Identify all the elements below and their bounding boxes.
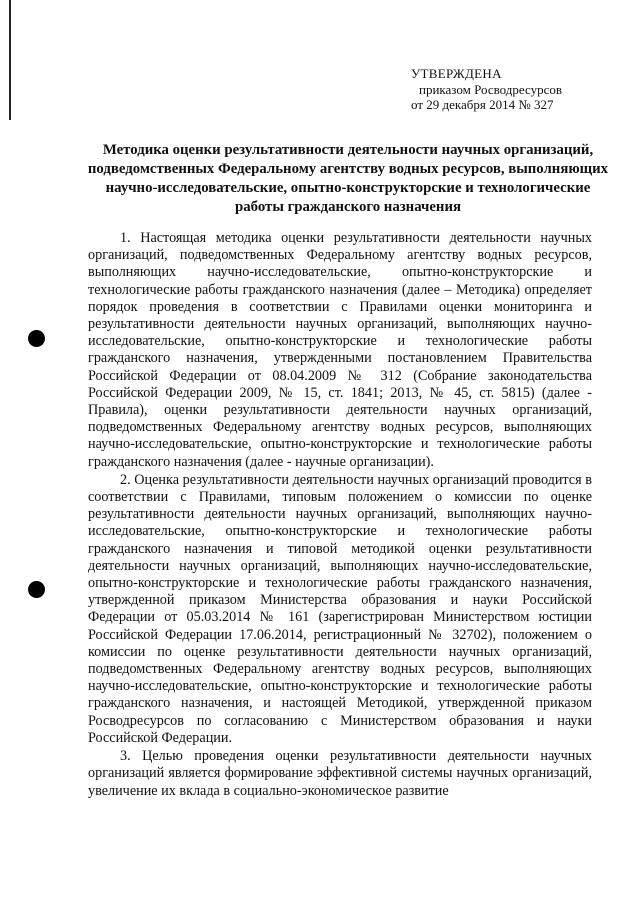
approval-heading: УТВЕРЖДЕНА — [411, 66, 502, 81]
approval-block — [411, 66, 562, 113]
scan-edge-line — [9, 0, 11, 120]
paragraph-2: 2. Оценка результативности деятельности научных организаций проводится в соответствии с Правилами, типовым положением о комиссии по оценке результативности деятельности научных организаций, выполняющих научно-исследовательские, опытно-конструкторские и технологические работы гражданского назначения и типовой методикой оценки результативности деятельности научных организаций, выполняющих научно-исследовательские, опытно-конструкторские и технологические работы гражданского назначения, утвержденной приказом Министерства образования и науки Российской Федерации от 05.03.2014 № 161 (зарегистрирован Министерством юстиции Российской Федерации 17.06.2014, регистрационный № 32702), положением о комиссии по оценке результативности деятельности научных организаций, подведомственных Федеральному агентству водных ресурсов, выполняющих научно-исследовательские, опытно-конструкторские и технологические работы гражданского назначения, и настоящей Методикой, утвержденной приказом Росводресурсов по согласованию с Министерством образования и науки Российской Федерации. — [88, 471, 592, 746]
document-body — [88, 230, 592, 800]
document-title: Методика оценки результативности деятельности научных организаций, подведомственных Федеральному агентству водных ресурсов, выполняющих научно-исследовательские, опытно-конструкторские и технологические работы гражданского назначения — [87, 142, 609, 215]
punch-hole-top — [28, 330, 45, 347]
punch-hole-bottom — [28, 581, 45, 598]
approval-order: приказом Росводресурсов — [419, 81, 562, 97]
paragraph-3: 3. Целью проведения оценки результативности деятельности научных организаций является формирование эффективной системы научных организаций, увеличение их вклада в социально-экономическое развитие — [88, 748, 592, 799]
approval-date: от 29 декабря 2014 № 327 — [411, 97, 554, 112]
paragraph-1: 1. Настоящая методика оценки результативности деятельности научных организаций, подведомственных Федеральному агентству водных ресурсов, выполняющих научно-исследовательские, опытно-конструкторские и технологические работы гражданского назначения (далее – Методика) определяет порядок проведения в соответствии с Правилами оценки мониторинга и результативности деятельности научных организаций, выполняющих научно-исследовательские, опытно-конструкторские и технологические работы гражданского назначения, утвержденными постановлением Правительства Российской Федерации от 08.04.2009 № 312 (Собрание законодательства Российской Федерации 2009, № 15, ст. 1841; 2013, № 45, ст. 5815) (далее - Правила), оценки результативности деятельности научных организаций, подведомственных Федеральному агентству водных ресурсов, выполняющих научно-исследовательские, опытно-конструкторские и технологические работы гражданского назначения (далее - научные организации). — [88, 230, 592, 470]
